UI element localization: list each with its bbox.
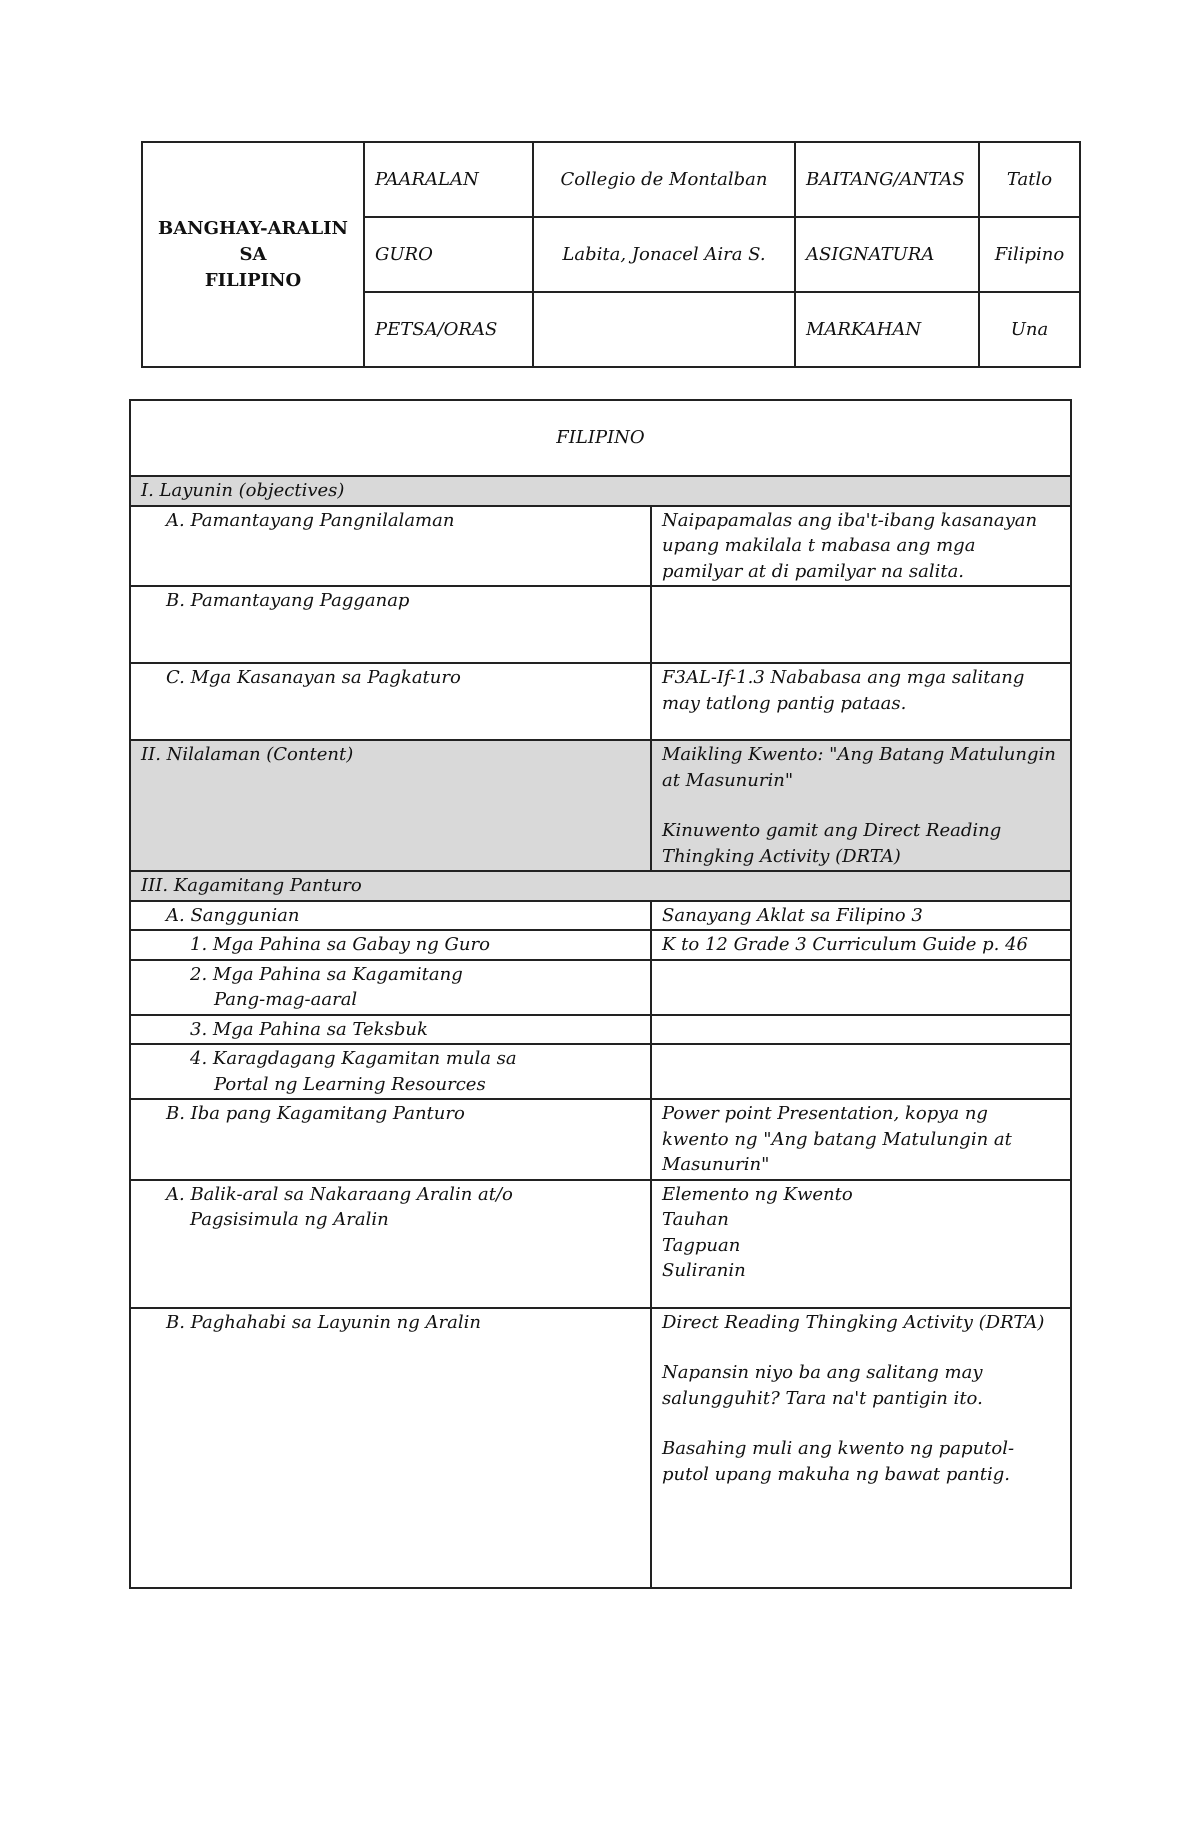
review-item: Elemento ng Kwento	[662, 1183, 853, 1205]
learner-materials-label: 2. Mga Pahina sa Kagamitang Pang-mag-aaral	[130, 960, 651, 1015]
textbook-label: 3. Mga Pahina sa Teksbuk	[130, 1015, 651, 1045]
lr-portal-label: 4. Karagdagang Kagamitan mula sa Portal ng Learning Resources	[130, 1044, 651, 1099]
performance-standard-value	[651, 586, 1071, 663]
content-standard-value: Naipapamalas ang iba't-ibang kasanayan upang makilala t mabasa ang mga pamilyar at di pamilyar na salita.	[651, 506, 1071, 587]
content-value	[651, 740, 1071, 871]
teacher-guide-value: K to 12 Grade 3 Curriculum Guide p. 46	[651, 930, 1071, 960]
competencies-value: F3AL-If-1.3 Nababasa ang mga salitang may tatlong pantig pataas.	[651, 663, 1071, 740]
teacher-value: Labita, Jonacel Aira S.	[533, 217, 795, 292]
review-item: Suliranin	[662, 1260, 746, 1281]
purpose-label: B. Paghahabi sa Layunin ng Aralin	[130, 1308, 651, 1588]
review-value	[651, 1180, 1071, 1308]
review-label: A. Balik-aral sa Nakaraang Aralin at/o Pagsisimula ng Aralin	[130, 1180, 651, 1308]
lesson-plan-title: BANGHAY-ARALIN SA FILIPINO	[142, 142, 364, 367]
other-materials-label: B. Iba pang Kagamitang Panturo	[130, 1099, 651, 1180]
references-value: Sanayang Aklat sa Filipino 3	[651, 901, 1071, 931]
textbook-value	[651, 1015, 1071, 1045]
section-content: II. Nilalaman (Content)	[130, 740, 651, 871]
header-table	[141, 141, 1081, 368]
quarter-value: Una	[979, 292, 1080, 367]
date-value	[533, 292, 795, 367]
teacher-label: GURO	[364, 217, 533, 292]
review-item: Tagpuan	[662, 1234, 741, 1256]
references-label: A. Sanggunian	[130, 901, 651, 931]
competencies-label: C. Mga Kasanayan sa Pagkaturo	[130, 663, 651, 740]
purpose-value: Direct Reading Thingking Activity (DRTA) Napansin niyo ba ang salitang may salungguhit? Tara na't pantigin ito. Basahing muli ang kwento ng paputol-putol upang makuha ng bawat pantig.	[651, 1308, 1071, 1588]
date-label: PETSA/ORAS	[364, 292, 533, 367]
performance-standard-label: B. Pamantayang Pagganap	[130, 586, 651, 663]
subject-label: ASIGNATURA	[795, 217, 979, 292]
subject-value: Filipino	[979, 217, 1080, 292]
content-standard-label: A. Pamantayang Pangnilalaman	[130, 506, 651, 587]
school-label: PAARALAN	[364, 142, 533, 217]
grade-label: BAITANG/ANTAS	[795, 142, 979, 217]
quarter-label: MARKAHAN	[795, 292, 979, 367]
other-materials-value: Power point Presentation, kopya ng kwento ng "Ang batang Matulungin at Masunurin"	[651, 1099, 1071, 1180]
teacher-guide-label: 1. Mga Pahina sa Gabay ng Guro	[130, 930, 651, 960]
school-value: Collegio de Montalban	[533, 142, 795, 217]
learner-materials-value	[651, 960, 1071, 1015]
section-materials: III. Kagamitang Panturo	[130, 871, 1071, 901]
section-objectives: I. Layunin (objectives)	[130, 476, 1071, 506]
lr-portal-value	[651, 1044, 1071, 1099]
review-item: Tauhan	[662, 1209, 729, 1230]
grade-value: Tatlo	[979, 142, 1080, 217]
lesson-table	[129, 399, 1072, 1589]
lesson-table-title: FILIPINO	[130, 400, 1071, 476]
story-title: Maikling Kwento: "Ang Batang Matulungin at Masunurin"	[662, 744, 1056, 791]
story-method: Kinuwento gamit ang Direct Reading Thingking Activity (DRTA)	[662, 820, 1002, 867]
